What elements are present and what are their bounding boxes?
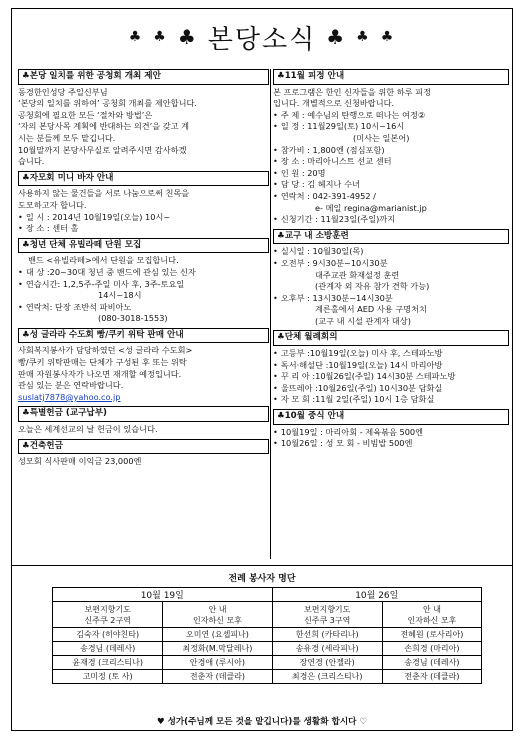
- roster-name-cell: 한선희 (카타리나): [272, 628, 382, 642]
- section-heading: ♣자모회 미니 바자 안내: [18, 171, 269, 187]
- right-column: [273, 69, 509, 453]
- roster-group-row: [53, 602, 482, 628]
- page-title: [12, 9, 512, 65]
- club-icon: ♣: [177, 25, 198, 49]
- bulletin-page: [11, 8, 513, 731]
- section-heading: ♣건축헌금: [18, 439, 269, 455]
- body-text: (미사는 일본어): [353, 132, 410, 143]
- rota-title: 전례 봉사자 명단: [228, 574, 296, 584]
- section-heading: ♣단체 월례회의: [273, 330, 509, 346]
- notice-section: [273, 330, 509, 406]
- email-link[interactable]: suslatj7878@yahoo.co.jp: [18, 391, 121, 402]
- section-heading: ♣본당 일치를 위한 공청회 개최 제안: [18, 69, 269, 85]
- roster-name-cell: 전혜원 (로사리아): [382, 628, 481, 642]
- roster-name-cell: 전춘자 (데클라): [163, 670, 272, 684]
- group-role: 안 내: [422, 604, 441, 614]
- bullet-item: • 일 시 : 2014년 10월19일(오늘) 10시~: [18, 212, 269, 224]
- roster-name-cell: 송유경 (세라피나): [272, 642, 382, 656]
- bullet-item: • 일 정 : 11월29일(토) 10시~16시: [273, 121, 509, 133]
- bullet-item: • 10월26일 : 성 모 회 - 비빔밥 500엔: [273, 438, 509, 450]
- body-text: 관심 있는 분은 연락바랍니다.: [18, 380, 124, 391]
- bullet-item: • 장 소 : 마리아니스트 선교 센터: [273, 156, 509, 168]
- bullet-item: • 담 당 : 김 헤지나 수녀: [273, 179, 509, 191]
- roster-group-header: [53, 602, 163, 628]
- notice-section: [273, 69, 509, 226]
- group-team: 인자하신 모후: [192, 615, 242, 625]
- section-heading: ♣성 글라라 수도회 빵/쿠키 위탁 판매 안내: [18, 328, 269, 344]
- notice-section: [18, 171, 269, 235]
- body-text: 계른홀에서 AED 사용 구명처치: [315, 304, 427, 315]
- section-heading: ♣특별헌금 (교구납부): [18, 406, 269, 422]
- roster-name-cell: 손희경 (마리아): [382, 642, 481, 656]
- body-text: (교구 내 시설 관계자 대상): [315, 315, 411, 326]
- body-text: (관계자 외 자유 참가 견학 가능): [315, 281, 430, 292]
- group-team: 신주쿠 3구역: [304, 615, 351, 625]
- roster-group-header: [163, 602, 272, 628]
- bullet-item: • 자 모 회 :11월 2일(주일) 10시 1층 담화실: [273, 394, 509, 406]
- body-text: e- 메일 regina@marianist.jp: [315, 202, 427, 213]
- body-text: 10월말까지 본당사무실로 알려주시면 감사하겠: [18, 144, 187, 155]
- section-heading: ♣11월 피정 안내: [273, 69, 509, 85]
- body-text: 14시~18시: [98, 290, 142, 301]
- roster-date: 10월 19일: [53, 588, 273, 602]
- footer-note: ♥ 성가(주님께 모든 것을 맡깁니다)를 생활화 합시다 ♡: [156, 717, 368, 727]
- roster-group-header: [272, 602, 382, 628]
- bullet-item: • 꾸 리 아 :10월26일(주일) 14시30분 스테파노방: [273, 371, 509, 383]
- club-icon: ♣: [380, 29, 396, 45]
- bullet-item: • 대 상 :20~30대 청년 중 밴드에 관심 있는 신자: [18, 267, 269, 279]
- notice-section: [18, 406, 269, 435]
- section-heading: ♣교구 내 소방훈련: [273, 229, 509, 245]
- roster-name-cell: 최경은 (크리스티나): [272, 670, 382, 684]
- roster-name-cell: 장연경 (안젤라): [272, 656, 382, 670]
- group-role: 보편지향기도: [84, 604, 131, 614]
- roster-name-cell: 전춘자 (데클라): [382, 670, 481, 684]
- group-team: 인자하신 모후: [407, 615, 457, 625]
- left-column: [18, 69, 269, 471]
- notice-section: [18, 69, 269, 168]
- roster-date: 10월 26일: [272, 588, 481, 602]
- section-heading: ♣10월 중식 안내: [273, 409, 509, 425]
- group-team: 신주쿠 2구역: [84, 615, 131, 625]
- bullet-item: • 울뜨레아 :10월26일(주일) 10시30분 담화실: [273, 383, 509, 395]
- body-text: 도모하고자 합니다.: [18, 199, 87, 210]
- body-text: ‘자의 본당사목 계획에 반대하는 의견’을 갖고 계: [18, 121, 190, 132]
- bullet-item: • 참가비 : 1,800엔 (점심포함): [273, 145, 509, 157]
- body-text: 공청회에 필요한 모든 ‘절차와 방법’은: [18, 109, 153, 120]
- bullet-item: • 연락처 : 042-391-4952 /: [273, 191, 509, 203]
- body-text: 성모회 식사판매 이익금 23,000엔: [18, 456, 142, 467]
- roster-group-header: [382, 602, 481, 628]
- bullet-item: • 인 원 : 20명: [273, 168, 509, 180]
- notice-section: [273, 229, 509, 328]
- body-text: 입니다. 개별적으로 신청바랍니다.: [273, 98, 395, 109]
- bullet-item: • 연락처: 단장 조반석 파비아노: [18, 302, 269, 314]
- bullet-item: • 주 제 : 예수님의 탄행으로 떠나는 여정②: [273, 110, 509, 122]
- bullet-item: • 신청기간 : 11월23일(주일)까지: [273, 214, 509, 226]
- body-text: 사회복지봉사가 담당하였던 <성 글라라 수도회>: [18, 345, 193, 356]
- bullet-item: • 고등부 :10월19일(오늘) 미사 후, 스테파노방: [273, 348, 509, 360]
- club-icon: ♣: [326, 25, 347, 49]
- roster-name-cell: 오미연 (요셉피나): [163, 628, 272, 642]
- notice-section: [18, 439, 269, 468]
- body-text: 본 프로그램은 한인 신자들을 위한 하루 피정: [273, 86, 431, 97]
- roster-name-cell: 송경님 (데레사): [382, 656, 481, 670]
- roster-name-cell: 안경애 (루시아): [163, 656, 272, 670]
- roster-name-cell: 최정화(M.막달레나): [163, 642, 272, 656]
- club-icon: ♣: [128, 29, 144, 45]
- title-text: 본당소식: [207, 24, 317, 55]
- liturgy-roster-table: [52, 587, 482, 684]
- bullet-item: • 독서·해설단 :10월19일(오늘) 14시 마리아방: [273, 360, 509, 372]
- bullet-item: • 10월19일 : 마리아회 - 제육볶음 500엔: [273, 427, 509, 439]
- table-row: [53, 656, 482, 670]
- roster-name-cell: 고미정 (토 사): [53, 670, 163, 684]
- bullet-item: • 장 소 : 센터 홀: [18, 223, 269, 235]
- club-icon: ♣: [153, 29, 168, 45]
- body-text: 대주교관 화재설정 훈련: [315, 269, 400, 280]
- roster-name-cell: 송경님 (데레사): [53, 642, 163, 656]
- roster-name-cell: 김숙자 (히야친타): [53, 628, 163, 642]
- body-text: 판매 자원봉사자가 나오면 재개할 예정입니다.: [18, 368, 182, 379]
- group-role: 안 내: [208, 604, 227, 614]
- bullet-item: • 실시일 : 10월30일(목): [273, 246, 509, 258]
- group-role: 보편지향기도: [304, 604, 351, 614]
- table-row: [53, 670, 482, 684]
- body-text: 사용하지 않는 물건들을 서로 나눔으로써 친목을: [18, 188, 190, 199]
- body-text: 밴드 <유빌라떼>에서 단원을 모집합니다.: [28, 255, 179, 266]
- body-text: 오늘은 세계선교의 날 헌금이 있습니다.: [18, 424, 158, 435]
- body-text: 빵/쿠키 위탁판매는 단체가 구성된 후 또는 위탁: [18, 357, 187, 368]
- table-row: [53, 642, 482, 656]
- body-text: (080-3018-1553): [98, 313, 168, 324]
- bullet-item: • 오후부 : 13시30분~14시30분: [273, 293, 509, 305]
- section-divider: [12, 565, 512, 566]
- body-text: 습니다.: [18, 156, 45, 167]
- club-icon: ♣: [356, 29, 371, 45]
- body-text: ‘본당의 일치를 위하여’ 공청회 개최를 제안합니다.: [18, 98, 198, 109]
- column-divider: [270, 69, 271, 559]
- notice-section: [18, 328, 269, 404]
- notice-section: [18, 238, 269, 325]
- notice-section: [273, 409, 509, 450]
- bullet-item: • 오전부 : 9시30분~10시30분: [273, 258, 509, 270]
- table-row: [53, 628, 482, 642]
- body-text: 시는 분들께 모두 맡깁니다.: [18, 132, 116, 143]
- roster-name-cell: 윤재경 (크리스티나): [53, 656, 163, 670]
- body-text: 동경한인성당 주일신부님: [18, 86, 108, 97]
- section-heading: ♣청년 단체 유빌라떼 단원 모집: [18, 238, 269, 254]
- bullet-item: • 연습시간: 1,2,5주-주일 미사 후, 3주-토요일: [18, 279, 269, 291]
